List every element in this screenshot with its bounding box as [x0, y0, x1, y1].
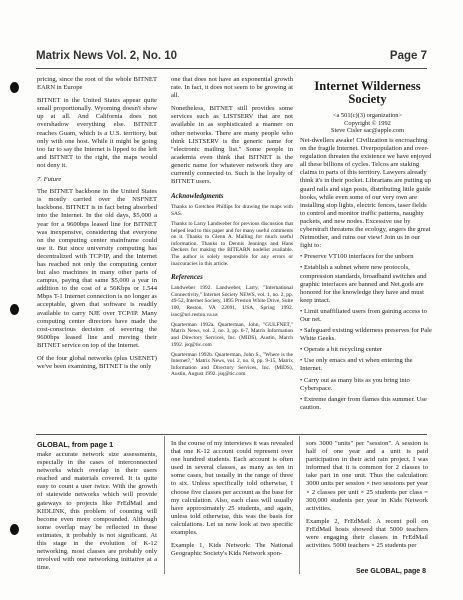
header-page-number: Page 7	[389, 50, 427, 62]
paragraph: In the course of my interviews it was revealed that one K-12 account could represent over one hundred students. Each account is often used in several classes, as many as ten in some cases, but usually in the range of three to six. Unless specifically told otherwise, I choose five classes per account as the base for my calculation. Also, each class will usually have approximately 25 students, and again, unless told otherwise, this was the basis for calculations. Let us now look at two specific examples.	[171, 440, 293, 537]
sidebar-title: Internet Wilderness Society	[314, 79, 421, 106]
author-line: Steve Cisler sac@apple.com	[330, 127, 405, 135]
section-heading-future: 7. Future	[37, 176, 62, 184]
paragraph: Of the four global networks (plus USENET) we've been examining, BITNET is the only	[37, 355, 157, 371]
bullet-item: • Use only emacs and vi when entering the Internet.	[300, 357, 413, 373]
binder-hole-middle	[10, 304, 19, 315]
sidebar-body	[300, 137, 432, 415]
continued-on-link: See GLOBAL, page 8	[355, 568, 426, 575]
global-column-1	[37, 451, 157, 577]
sidebar-subtitle	[300, 112, 435, 135]
reference-item: Landweber 1992. Landweber, Larry, "International Connectivity," Internet Society NEWS, vol. 1, no. 2, pp. 49-52, Internet Society, 1895 Preston White Drive, Suite 100, Reston, VA 22091, USA, Spring 1992. isoc@nri.reston.va.us	[171, 285, 294, 318]
header-publication-title: Matrix News Vol. 2, No. 10	[36, 50, 178, 62]
paragraph: Net-dwellers awake! Civilization is encroaching on the fragile Internet. Overpopulation and over-regulation threaten the existence we have enjoyed all these billions of cycles. Telcos are staking claims to parts of this territory. Lawyers already think it's in their pocket. Librarians are putting up guard rails and sign posts, distributing little guide books, while even some of our very own are installing stop lights, electric fences, taser fields to control and monitor traffic patterns, naughty packets, and new nodes. Excessive use by cyberstraft threatens the ecology, angers the great Netmother, and ruins our view! Join us in our fight to:	[300, 137, 432, 250]
paragraph: pricing, since the root of the whole BITNET EARN in Europe	[37, 76, 157, 92]
section-rule	[36, 434, 427, 435]
paragraph: sors 3000 "units" per "session". A session is half of one year and a unit is paid participation in their acid rain project. I was informed that it is common for 2 classes to take part in one unit. Thus the calculation: 3000 units per session × two sessions per year × 2 classes per unit × 25 students per class = 300,000 students per year in Kids Network activities.	[306, 440, 428, 512]
continuation-heading: GLOBAL, from page 1	[37, 440, 114, 449]
paragraph: one that does not have an exponential growth rate. In fact, it does not seem to be growing at all.	[171, 76, 293, 100]
bullet-item: • Limit unaffiliated users from gaining access to Our net.	[300, 307, 427, 323]
bullet-item: • Operate a bit recycling center	[300, 346, 382, 354]
column-divider	[299, 436, 300, 574]
paragraph: Nonetheless, BITNET still provides some services such as LISTSERV that are not available in as sophisticated a manner on other networks. There are many people who think LISTSERV is the generic name for "electronic mailing list." Some people in academia even think that BITNET is the generic name for whatever network they are currently connected to. Such is the loyalty of BITNET users.	[171, 105, 293, 186]
bullet-item: • Safeguard existing wilderness preserves for Pale White Geeks.	[300, 327, 432, 343]
article-column-2	[171, 76, 293, 381]
reference-item: Quarterman 1992b. Quarterman, John S., "Where is the Internet?," Matrix News, vol. 2, no. 8, pp. 9-15, Matrix Information and Directory Services, Inc. (MIDS), Austin, August 1992. jsq@tic.com	[171, 351, 293, 378]
binder-hole-top	[10, 82, 19, 93]
paragraph: Example 1, Kids Network: The National Geographic Society's Kids Network spon-	[171, 542, 293, 558]
paragraph: Thanks to Gretchen Phillips for drawing the maps with SAS.	[171, 204, 293, 217]
copyright-line: Copyright © 1992	[344, 119, 391, 127]
global-column-2	[171, 440, 293, 563]
paragraph: make accurate network size assessments, especially in the cases of interconnected networks which overlap in their users reached and materials covered. It is quite easy to count a user twice. With the growth of statewide networks which will provide gateways to projects like FrEdMail and KIDLINK, this problem of counting will become even more compounded. Although some overlap may be reflected in these estimates, it probably is not significant. At this stage in the evolution of K-12 networking, most classes are probably only involved with one networking initiative at a time.	[37, 451, 157, 572]
global-column-3	[306, 440, 428, 555]
reference-item: Quarterman 1992a. Quarterman, John, "GULFNET," Matrix News, vol. 2, no. 3, pp. 6-7, Matrix Information and Directory Services, Inc. (MIDS), Austin, March 1992. jsq@tic.com	[171, 321, 293, 348]
bullet-item: • Extreme danger from flames this summer. Use caution.	[300, 395, 427, 411]
acknowledgments-heading: Acknowledgments	[171, 192, 224, 201]
bullet-item: • Establish a subnet where new protocols, compression standards, broadband switches and graphic interfaces are banned and Net.gods are honored for the knowledge they have and must keep intact.	[300, 264, 427, 304]
references-heading: References	[171, 273, 203, 282]
paragraph: BITNET in the United States appear quite small proportionally. Wyoming doesn't show up at all. And California does not overshadow everything else. BITNET reaches Guam, which is a U.S. territory, but only with one host. While it might be going too far to say the Internet is lipped to the left and BITNET to the right, the maps would not deny it.	[37, 97, 157, 169]
paragraph: Thanks to Larry Landweber for previous discussion that helped lead to this paper and for many useful comments on it. Thanks to Glenn A. Malling for much useful information. Thanks to Dennis Jennings and Hans Deckers for making the BITEARN nodelist available. The author is solely responsible for any errors or inaccuracies in this article.	[171, 221, 293, 267]
binder-hole-bottom	[10, 524, 19, 535]
article-column-1	[37, 76, 157, 376]
paragraph: Example 2, FrEdMail: A recent poll on FrEdMail hosts showed that 5000 teachers were engaging their classes in FrEdMail activities. 5000 teachers × 25 students per	[306, 517, 428, 550]
header-rule	[36, 68, 427, 69]
page-header	[36, 50, 427, 68]
column-divider	[164, 436, 165, 574]
references-list	[171, 285, 293, 378]
acknowledgments-text	[171, 204, 293, 267]
paragraph: The BITNET backbone in the United States is mostly carried over the NSFNET backbone. BITNET is in fact being absorbed into the Internet. In the old days, $5,000 a year for a 9600bps leased line for BITNET was inexpensive, considering that everyone on the computing center mainframe could use it. But since university computing has decentralized with TCP/IP, and the Internet has reached not only the computing center but also machines in many other parts of campus, paying that same $5,000 a year in addition to the cost of a 56Kbps or 1.544 Mbps T-1 Internet connection is no longer as acceptable, given that software is readily available to carry NJE over TCP/IP. Many computing center directors have made the cost-conscious decision of severing the 9600bps leased line and moving their BITNET service on top of the Internet.	[37, 188, 157, 349]
bullet-item: • Preserve VT100 interfaces for the unborn	[300, 253, 414, 261]
bullet-item: • Carry out as many bits as you bring into Cyberspace.	[300, 376, 410, 392]
org-status: <a 501(c)(3) organization>	[332, 112, 403, 119]
